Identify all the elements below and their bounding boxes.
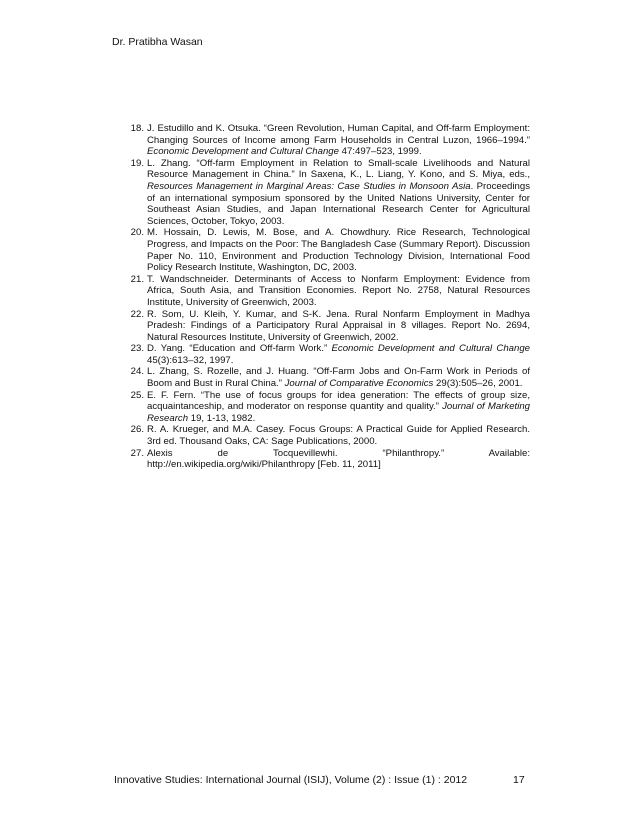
reference-number: 19. bbox=[130, 157, 144, 169]
reference-text bbox=[147, 424, 530, 447]
reference-number: 23. bbox=[130, 343, 144, 355]
reference-body: M. Hossain, D. Lewis, M. Bose, and A. Chowdhury. Rice Research, Technological Progress, and Impacts on the Poor: The Bangladesh Case (Summary Report). Discussion Paper No. 110, Environment and Production Technology Division, International Food Policy Research Institute, Washington, DC, 2003. bbox=[147, 227, 530, 274]
reference-item bbox=[115, 343, 530, 366]
reference-number: 26. bbox=[130, 424, 144, 436]
page-number: 17 bbox=[513, 774, 525, 786]
reference-source-title: Journal of Marketing Research bbox=[147, 401, 530, 424]
reference-body: E. F. Fern. “The use of focus groups for idea generation: The effects of group size, acquaintanceship, and moderator on response quantity and quality.” bbox=[147, 389, 530, 413]
reference-item bbox=[115, 274, 530, 309]
reference-text bbox=[147, 390, 530, 425]
reference-item bbox=[115, 390, 530, 425]
reference-text bbox=[147, 158, 530, 228]
reference-details: . Proceedings of an international symposium sponsored by the United Nations University, Center for Southeast Asian Studies, and Japan International Research Center for Agricultural Sciences, October, Tokyo, 2003. bbox=[147, 180, 530, 227]
reference-number: 25. bbox=[130, 389, 144, 401]
footer-journal-citation: Innovative Studies: International Journal (ISIJ), Volume (2) : Issue (1) : 2012 bbox=[114, 774, 468, 786]
reference-item bbox=[115, 366, 530, 389]
reference-body: Alexis de Tocquevillewhi. “Philanthropy.” Available: http://en.wikipedia.org/wiki/Philanthropy [Feb. 11, 2011] bbox=[147, 447, 530, 471]
reference-source-title: Journal of Comparative Economics bbox=[284, 378, 434, 390]
reference-details: 47:497–523, 1999. bbox=[338, 146, 422, 158]
reference-details: 29(3):505–26, 2001. bbox=[433, 378, 523, 390]
reference-body: J. Estudillo and K. Otsuka. “Green Revolution, Human Capital, and Off-farm Employment: Changing Sources of Income among Farm Households in Central Luzon, 1966–1994.” bbox=[147, 123, 530, 146]
reference-text bbox=[147, 227, 530, 273]
reference-body: T. Wandschneider. Determinants of Access to Nonfarm Employment: Evidence from Africa, South Asia, and Transition Economies. Report No. 2758, Natural Resources Institute, University of Greenwich, 2003. bbox=[147, 273, 530, 308]
reference-text bbox=[147, 343, 530, 366]
reference-details: 45(3):613–32, 1997. bbox=[147, 354, 234, 366]
reference-item bbox=[115, 309, 530, 344]
reference-number: 24. bbox=[130, 366, 144, 378]
reference-number: 18. bbox=[130, 123, 144, 134]
reference-details: 19, 1-13, 1982. bbox=[188, 412, 256, 424]
reference-text bbox=[147, 274, 530, 309]
reference-item bbox=[115, 158, 530, 228]
reference-list bbox=[115, 123, 530, 471]
reference-source-title: Resources Management in Marginal Areas: Case Studies in Monsoon Asia bbox=[147, 180, 471, 192]
reference-body: D. Yang. “Education and Off-farm Work.” bbox=[147, 343, 332, 355]
reference-body: L. Zhang. “Off-farm Employment in Relation to Small-scale Livelihoods and Natural Resource Management in China.” In Saxena, K., L. Liang, Y. Kono, and S. Miya, eds., bbox=[147, 157, 530, 181]
reference-body: L. Zhang, S. Rozelle, and J. Huang. “Off-Farm Jobs and On-Farm Work in Periods of Boom and Bust in Rural China.” bbox=[147, 366, 530, 390]
reference-item bbox=[115, 424, 530, 447]
reference-source-title: Economic Development and Cultural Change bbox=[331, 343, 531, 355]
reference-item bbox=[115, 227, 530, 273]
reference-number: 21. bbox=[130, 273, 144, 285]
reference-body: R. A. Krueger, and M.A. Casey. Focus Groups: A Practical Guide for Applied Research. 3rd ed. Thousand Oaks, CA: Sage Publications, 2000. bbox=[147, 424, 530, 448]
reference-number: 20. bbox=[130, 227, 144, 239]
reference-body: R. Som, U. Kleih, Y. Kumar, and S-K. Jena. Rural Nonfarm Employment in Madhya Pradesh: Findings of a Participatory Rural Appraisal in 8 villages. Report No. 2694, Natural Resources Institute, University of Greenwich, 2002. bbox=[147, 308, 530, 343]
reference-text bbox=[147, 309, 530, 344]
reference-text bbox=[147, 123, 530, 158]
reference-text bbox=[147, 448, 530, 471]
reference-source-title: Economic Development and Cultural Change bbox=[147, 146, 339, 158]
reference-text bbox=[147, 366, 530, 389]
reference-number: 22. bbox=[130, 308, 144, 320]
reference-number: 27. bbox=[130, 447, 144, 459]
reference-item bbox=[115, 448, 530, 471]
page-header-author: Dr. Pratibha Wasan bbox=[112, 36, 203, 48]
reference-item bbox=[115, 123, 530, 158]
